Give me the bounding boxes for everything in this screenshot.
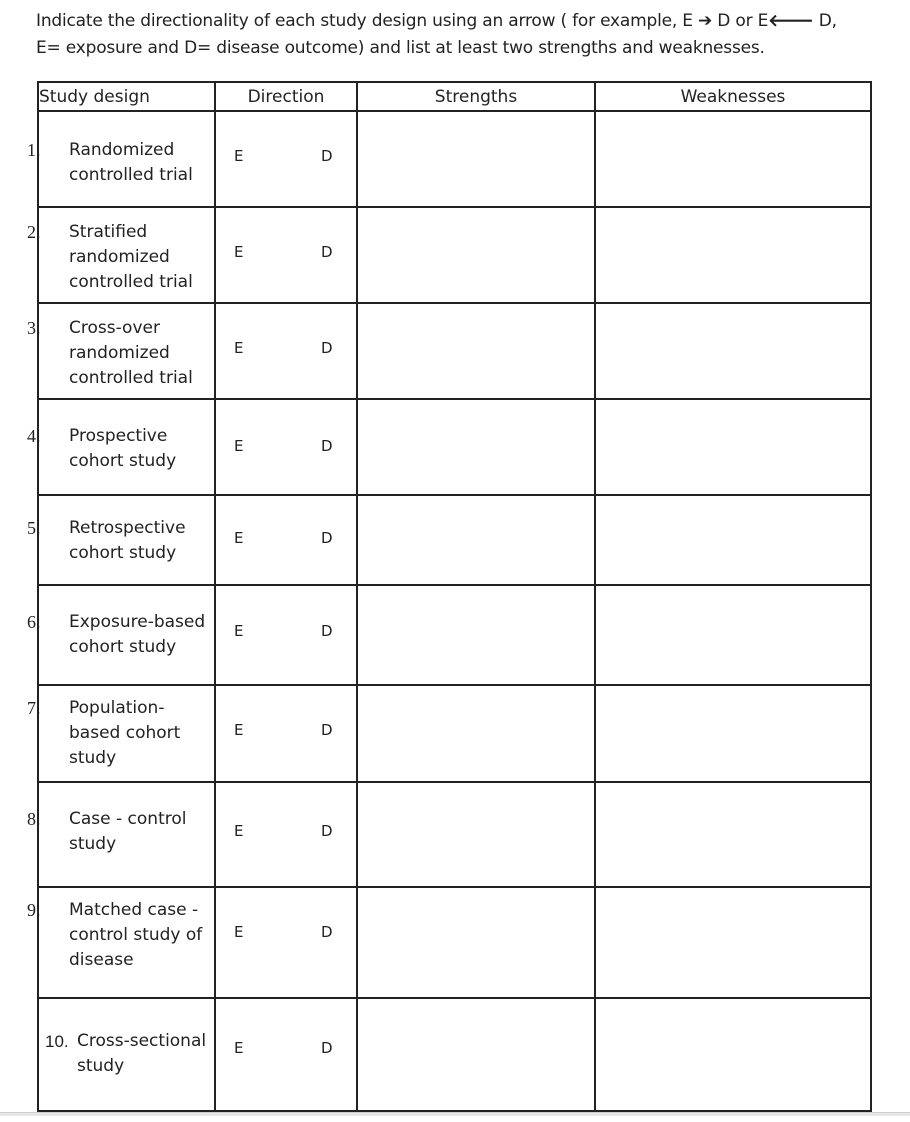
- item-number: 4.: [27, 426, 41, 446]
- table-row: [38, 207, 871, 303]
- study-design-cell: [27, 495, 215, 585]
- study-design-line: Prospective: [69, 426, 168, 446]
- table-row: [38, 782, 871, 887]
- study-design-line: Retrospective: [69, 518, 186, 538]
- disease-label: D: [321, 1039, 333, 1057]
- instructions-text: D,: [813, 11, 837, 31]
- direction-cell[interactable]: [215, 111, 357, 207]
- exposure-label: E: [234, 822, 244, 840]
- direction-cell[interactable]: [215, 782, 357, 887]
- study-design-line: Matched case -: [69, 900, 199, 920]
- disease-label: D: [321, 529, 333, 547]
- study-design-cell: [27, 685, 215, 782]
- disease-label: D: [321, 243, 333, 261]
- direction-cell[interactable]: [215, 998, 357, 1111]
- table-row: [38, 685, 871, 782]
- direction-cell[interactable]: [215, 585, 357, 685]
- strengths-cell[interactable]: [357, 998, 595, 1111]
- exposure-label: E: [234, 339, 244, 357]
- study-design-line: Stratified: [69, 222, 148, 242]
- study-design-name: [69, 696, 219, 771]
- study-design-cell: [27, 303, 215, 399]
- study-design-line: disease: [69, 950, 134, 970]
- table-row: [38, 303, 871, 399]
- exposure-label: E: [234, 437, 244, 455]
- header-strengths: Strengths: [357, 82, 595, 111]
- item-number: 8.: [27, 809, 41, 829]
- disease-label: D: [321, 622, 333, 640]
- study-design-name: [69, 898, 219, 973]
- item-number: 10.: [45, 1032, 69, 1051]
- item-number: 1.: [27, 140, 41, 160]
- arrow-right-icon: ➔: [698, 11, 713, 31]
- item-number: 2.: [27, 222, 41, 242]
- instructions: [36, 8, 896, 62]
- item-number: 7.: [27, 698, 41, 718]
- study-design-name: [69, 516, 219, 566]
- weaknesses-cell[interactable]: [595, 495, 871, 585]
- study-design-line: randomized: [69, 343, 170, 363]
- strengths-cell[interactable]: [357, 782, 595, 887]
- study-design-cell: [27, 399, 215, 495]
- direction-cell[interactable]: [215, 495, 357, 585]
- study-design-line: Case - control: [69, 809, 187, 829]
- study-design-line: Cross-over: [69, 318, 160, 338]
- study-design-line: study: [69, 748, 117, 768]
- study-design-line: randomized: [69, 247, 170, 267]
- study-design-line: study: [77, 1056, 125, 1076]
- study-design-cell: [27, 887, 215, 998]
- weaknesses-cell[interactable]: [595, 303, 871, 399]
- direction-cell[interactable]: [215, 399, 357, 495]
- study-design-name: [69, 610, 219, 660]
- study-design-line: controlled trial: [69, 272, 193, 292]
- strengths-cell[interactable]: [357, 495, 595, 585]
- table-row: [38, 998, 871, 1111]
- strengths-cell[interactable]: [357, 303, 595, 399]
- study-design-line: controlled trial: [69, 165, 193, 185]
- study-design-line: cohort study: [69, 637, 177, 657]
- header-study-design: Study design: [38, 82, 215, 111]
- disease-label: D: [321, 147, 333, 165]
- weaknesses-cell[interactable]: [595, 998, 871, 1111]
- strengths-cell[interactable]: [357, 111, 595, 207]
- table-row: [38, 399, 871, 495]
- weaknesses-cell[interactable]: [595, 399, 871, 495]
- table-row: [38, 111, 871, 207]
- study-design-line: Population-: [69, 698, 165, 718]
- study-design-line: cohort study: [69, 543, 177, 563]
- direction-cell[interactable]: [215, 207, 357, 303]
- study-design-line: study: [69, 834, 117, 854]
- study-design-line: Exposure-based: [69, 612, 206, 632]
- header-weaknesses: Weaknesses: [595, 82, 871, 111]
- disease-label: D: [321, 437, 333, 455]
- exposure-label: E: [234, 1039, 244, 1057]
- horizontal-scrollbar[interactable]: [0, 1112, 910, 1116]
- direction-cell[interactable]: [215, 685, 357, 782]
- weaknesses-cell[interactable]: [595, 887, 871, 998]
- table-header-row: [38, 82, 871, 111]
- direction-cell[interactable]: [215, 887, 357, 998]
- study-design-line: cohort study: [69, 451, 177, 471]
- exposure-label: E: [234, 923, 244, 941]
- strengths-cell[interactable]: [357, 887, 595, 998]
- study-design-cell: [27, 585, 215, 685]
- item-number: 3.: [27, 318, 41, 338]
- weaknesses-cell[interactable]: [595, 585, 871, 685]
- study-design-table: [27, 81, 872, 1112]
- table-row: [38, 495, 871, 585]
- item-number: 6.: [27, 612, 41, 632]
- exposure-label: E: [234, 721, 244, 739]
- strengths-cell[interactable]: [357, 207, 595, 303]
- study-design-name: [69, 220, 219, 295]
- study-design-cell: [38, 998, 215, 1111]
- study-design-line: control study of: [69, 925, 203, 945]
- table-row: [38, 887, 871, 998]
- study-design-cell: [27, 111, 215, 207]
- study-design-line: controlled trial: [69, 368, 193, 388]
- instructions-text: D or E: [712, 11, 769, 31]
- direction-cell[interactable]: [215, 303, 357, 399]
- study-design-line: based cohort: [69, 723, 181, 743]
- weaknesses-cell[interactable]: [595, 782, 871, 887]
- disease-label: D: [321, 923, 333, 941]
- study-design-cell: [27, 207, 215, 303]
- study-design-name: [77, 1029, 227, 1079]
- exposure-label: E: [234, 147, 244, 165]
- strengths-cell[interactable]: [357, 585, 595, 685]
- disease-label: D: [321, 822, 333, 840]
- exposure-label: E: [234, 243, 244, 261]
- weaknesses-cell[interactable]: [595, 111, 871, 207]
- arrow-left-icon: 🡐: [768, 11, 814, 31]
- instructions-line-2: E= exposure and D= disease outcome) and list at least two strengths and weaknesses.: [36, 38, 765, 58]
- table-row: [38, 585, 871, 685]
- study-design-cell: [27, 782, 215, 887]
- exposure-label: E: [234, 529, 244, 547]
- instructions-text: Indicate the directionality of each study design using an arrow ( for example, E: [36, 11, 699, 31]
- strengths-cell[interactable]: [357, 685, 595, 782]
- study-design-name: [69, 807, 219, 857]
- item-number: 5.: [27, 518, 41, 538]
- weaknesses-cell[interactable]: [595, 685, 871, 782]
- study-design-name: [69, 138, 219, 188]
- header-direction: Direction: [215, 82, 357, 111]
- item-number: 9.: [27, 900, 41, 920]
- weaknesses-cell[interactable]: [595, 207, 871, 303]
- study-design-name: [69, 424, 219, 474]
- disease-label: D: [321, 721, 333, 739]
- study-design-name: [69, 316, 219, 391]
- strengths-cell[interactable]: [357, 399, 595, 495]
- disease-label: D: [321, 339, 333, 357]
- instructions-line-1: [36, 8, 896, 35]
- study-design-line: Randomized: [69, 140, 175, 160]
- study-design-line: Cross-sectional: [77, 1031, 207, 1051]
- exposure-label: E: [234, 622, 244, 640]
